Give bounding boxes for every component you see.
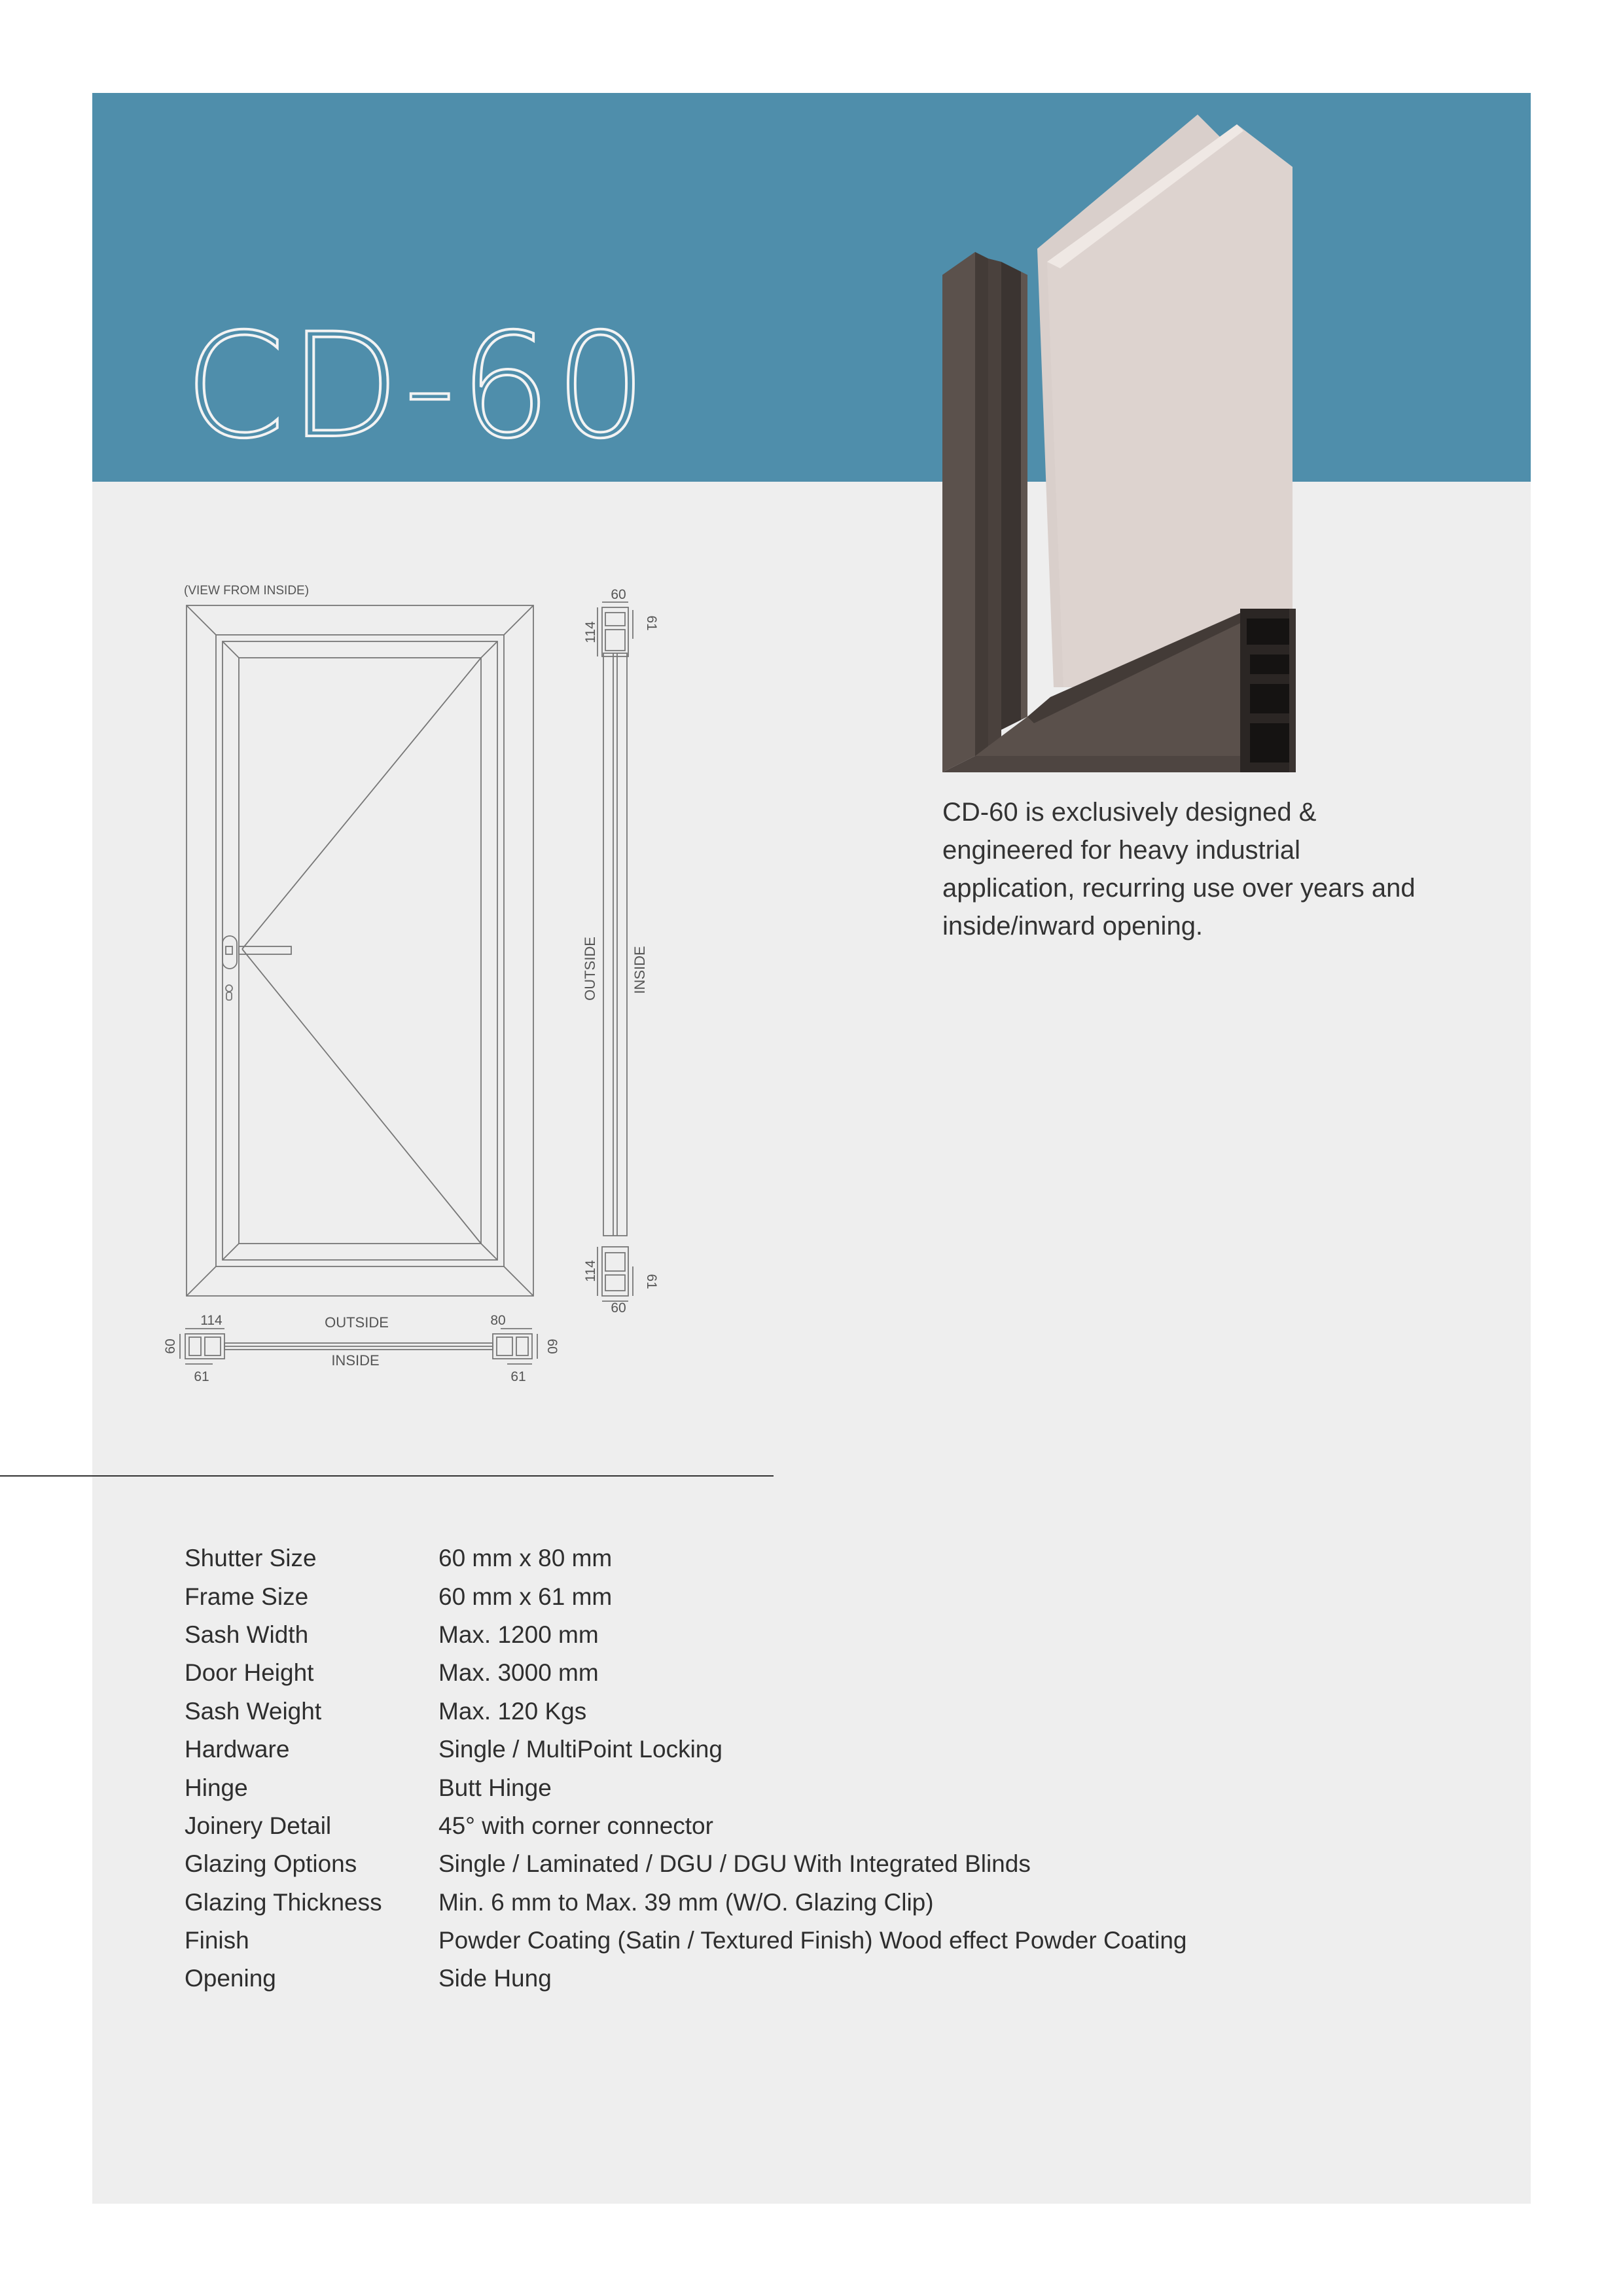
- dim-plan-left-sash: 114: [200, 1313, 223, 1328]
- spec-row-door-height: [185, 1654, 1428, 1692]
- dim-top-width: 60: [611, 587, 626, 602]
- spec-value: 60 mm x 61 mm: [438, 1583, 613, 1610]
- spec-label: Hinge: [185, 1774, 248, 1801]
- spec-value: Powder Coating (Satin / Textured Finish) Wood effect Powder Coating: [438, 1927, 1187, 1954]
- glass-pane-front: [1047, 124, 1293, 687]
- spec-row-finish: [185, 1922, 1428, 1960]
- spec-row-glazing-options: [185, 1845, 1428, 1883]
- spec-row-opening: [185, 1960, 1428, 1998]
- spec-row-sash-width: [185, 1616, 1428, 1654]
- section-divider: [0, 1475, 774, 1477]
- dim-plan-right-sash: 80: [490, 1313, 506, 1328]
- dim-bottom-height: 114: [583, 1260, 598, 1282]
- dim-bottom-width: 60: [611, 1300, 626, 1316]
- spec-row-sash-weight: [185, 1693, 1428, 1731]
- dim-plan-right-side: 60: [544, 1338, 560, 1354]
- spec-value: Max. 120 Kgs: [438, 1697, 587, 1725]
- spec-row-frame-size: [185, 1577, 1428, 1615]
- spec-value: Max. 1200 mm: [438, 1621, 599, 1648]
- spec-label: Frame Size: [185, 1583, 309, 1610]
- dim-top-height: 114: [583, 621, 598, 643]
- spec-value: Max. 3000 mm: [438, 1659, 599, 1687]
- spec-label: Sash Width: [185, 1621, 309, 1648]
- dim-bottom-frame: 61: [644, 1274, 659, 1289]
- spec-row-hardware: [185, 1731, 1428, 1768]
- view-label: (VIEW FROM INSIDE): [184, 584, 310, 598]
- spec-row-shutter-size: [185, 1539, 1428, 1577]
- dim-plan-left-frame: 61: [194, 1369, 209, 1384]
- dim-plan-right-frame: 61: [510, 1369, 526, 1384]
- spec-row-joinery-detail: [185, 1807, 1428, 1845]
- spec-label: Glazing Thickness: [185, 1888, 382, 1916]
- spec-value: Single / MultiPoint Locking: [438, 1736, 722, 1763]
- product-description: CD-60 is exclusively designed & engineered for heavy industrial application, recurring use over years and inside/inward opening.: [942, 798, 1416, 941]
- spec-value: Single / Laminated / DGU / DGU With Integrated Blinds: [438, 1850, 1031, 1878]
- spec-label: Finish: [185, 1927, 249, 1954]
- spec-label: Hardware: [185, 1736, 290, 1763]
- spec-value: Min. 6 mm to Max. 39 mm (W/O. Glazing Clip): [438, 1888, 934, 1916]
- spec-row-glazing-thickness: [185, 1884, 1428, 1922]
- plan-outside-label: OUTSIDE: [325, 1314, 389, 1331]
- technical-drawing: [160, 576, 684, 1394]
- frame-vertical: [942, 252, 975, 772]
- spec-value: 60 mm x 80 mm: [438, 1545, 613, 1572]
- spec-label: Opening: [185, 1965, 276, 1992]
- dim-top-frame: 61: [644, 615, 659, 631]
- spec-label: Glazing Options: [185, 1850, 357, 1878]
- spec-label: Sash Weight: [185, 1697, 322, 1725]
- spec-label: Shutter Size: [185, 1545, 317, 1572]
- section-inside-label: INSIDE: [632, 946, 648, 994]
- spec-label: Joinery Detail: [185, 1812, 332, 1839]
- spec-label: Door Height: [185, 1659, 314, 1687]
- vertical-section: [597, 602, 633, 1301]
- spec-table: [185, 1539, 1428, 1998]
- spec-row-hinge: [185, 1768, 1428, 1806]
- profile-section-image: [936, 111, 1309, 779]
- product-title: CD-60: [185, 302, 651, 470]
- dim-plan-left-side: 60: [163, 1338, 178, 1354]
- plan-inside-label: INSIDE: [331, 1352, 380, 1369]
- section-outside-label: OUTSIDE: [582, 937, 598, 1001]
- spec-value: Butt Hinge: [438, 1774, 552, 1801]
- spec-value: 45° with corner connector: [438, 1812, 713, 1839]
- spec-value: Side Hung: [438, 1965, 552, 1992]
